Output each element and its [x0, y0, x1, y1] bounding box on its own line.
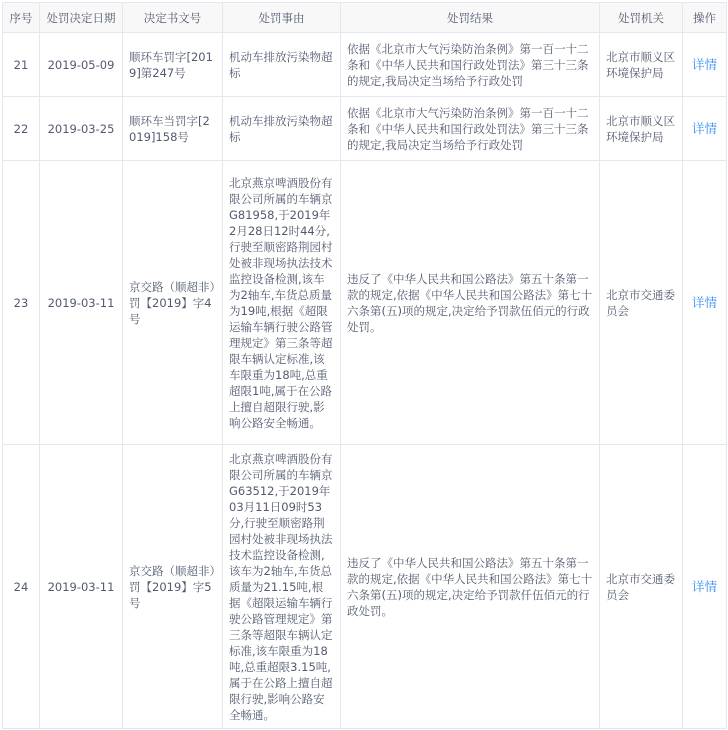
cell-doc: 京交路（顺超非）罚【2019】字5号 [123, 445, 223, 729]
header-reason: 处罚事由 [223, 3, 341, 33]
cell-action [683, 33, 727, 97]
cell-reason: 北京燕京啤酒股份有限公司所属的车辆京G63512,于2019年03月11日09时53分,行驶至顺密路荆园村处被非现场执法技术监控设备检测,该车为2轴车,车货总质量为21.15吨,根据《超限运输车辆行驶公路管理规定》第三条等超限车辆认定标准,该车限重为18吨,总重超限3.15吨,属于在公路上擅自超限行驶,影响公路安全畅通。 [223, 445, 341, 729]
header-action: 操作 [683, 3, 727, 33]
cell-no: 24 [3, 445, 40, 729]
cell-no: 21 [3, 33, 40, 97]
table-row [3, 161, 727, 445]
cell-reason: 北京燕京啤酒股份有限公司所属的车辆京G81958,于2019年2月28日12时44分,行驶至顺密路荆园村处被非现场执法技术监控设备检测,该车为2轴车,车货总质量为19吨,根据《超限运输车辆行驶公路管理规定》第三条等超限车辆认定标准,该车限重为18吨,总重超限1吨,属于在公路上擅自超限行驶,影响公路安全畅通。 [223, 161, 341, 445]
cell-reason: 机动车排放污染物超标 [223, 97, 341, 161]
cell-date: 2019-03-11 [40, 161, 123, 445]
cell-authority: 北京市顺义区环境保护局 [600, 33, 683, 97]
cell-result: 依据《北京市大气污染防治条例》第一百一十二条和《中华人民共和国行政处罚法》第三十三条的规定,我局决定当场给予行政处罚 [341, 33, 600, 97]
cell-no: 23 [3, 161, 40, 445]
cell-action [683, 445, 727, 729]
cell-date: 2019-03-25 [40, 97, 123, 161]
cell-no: 22 [3, 97, 40, 161]
cell-authority: 北京市交通委员会 [600, 445, 683, 729]
cell-action [683, 161, 727, 445]
cell-authority: 北京市交通委员会 [600, 161, 683, 445]
cell-result: 违反了《中华人民共和国公路法》第五十条第一款的规定,依据《中华人民共和国公路法》第七十六条第(五)项的规定,决定给予罚款伍佰元的行政处罚。 [341, 161, 600, 445]
cell-date: 2019-05-09 [40, 33, 123, 97]
details-link[interactable]: 详情 [691, 120, 717, 136]
details-link[interactable]: 详情 [691, 294, 717, 310]
cell-action [683, 97, 727, 161]
cell-result: 依据《北京市大气污染防治条例》第一百一十二条和《中华人民共和国行政处罚法》第三十三条的规定,我局决定当场给予行政处罚 [341, 97, 600, 161]
details-link[interactable]: 详情 [691, 56, 717, 72]
cell-result: 违反了《中华人民共和国公路法》第五十条第一款的规定,依据《中华人民共和国公路法》第七十六条第(五)项的规定,决定给予罚款仟伍佰元的行政处罚。 [341, 445, 600, 729]
header-date: 处罚决定日期 [40, 3, 123, 33]
cell-doc: 京交路（顺超非）罚【2019】字4号 [123, 161, 223, 445]
cell-reason: 机动车排放污染物超标 [223, 33, 341, 97]
table-row [3, 33, 727, 97]
cell-doc: 顺环车当罚字[2019]158号 [123, 97, 223, 161]
header-result: 处罚结果 [341, 3, 600, 33]
header-no: 序号 [3, 3, 40, 33]
header-authority: 处罚机关 [600, 3, 683, 33]
table-header-row [3, 3, 727, 33]
cell-date: 2019-03-11 [40, 445, 123, 729]
cell-authority: 北京市顺义区环境保护局 [600, 97, 683, 161]
cell-doc: 顺环车罚字[2019]第247号 [123, 33, 223, 97]
penalty-table [2, 2, 727, 729]
table-row [3, 97, 727, 161]
table-row [3, 445, 727, 729]
header-doc: 决定书文号 [123, 3, 223, 33]
details-link[interactable]: 详情 [691, 578, 717, 594]
